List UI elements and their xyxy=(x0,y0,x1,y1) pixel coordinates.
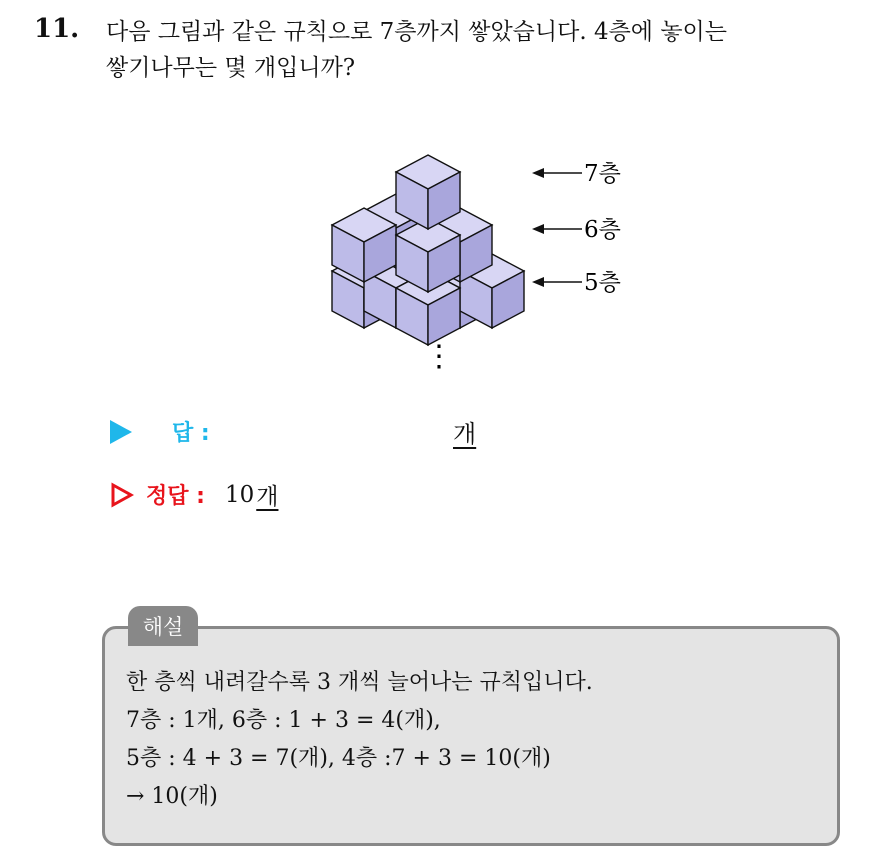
correct-answer-value: 10 xyxy=(224,481,255,508)
cube-stack-figure xyxy=(320,140,650,384)
explanation-text xyxy=(126,664,593,816)
cube-stack-drawing xyxy=(320,140,650,380)
explanation-line: 한 층씩 내려갈수록 3 개씩 늘어나는 규칙입니다. xyxy=(126,670,593,695)
correct-answer-unit: 개 xyxy=(256,484,279,510)
correct-answer-label: 정답 : xyxy=(146,484,205,509)
explanation-line: 5층 : 4 + 3 = 7(개), 4층 :7 + 3 = 10(개) xyxy=(126,746,551,771)
explanation-line: → 10(개) xyxy=(126,784,218,809)
play-triangle-icon xyxy=(110,420,132,444)
floor-label-6: 6층 xyxy=(584,217,621,243)
question-text-line-1: 다음 그림과 같은 규칙으로 7층까지 쌓았습니다. 4층에 놓이는 xyxy=(106,19,727,45)
explanation-tab: 해설 xyxy=(128,606,198,646)
outline-triangle-icon xyxy=(110,482,134,508)
explanation-line: 7층 : 1개, 6층 : 1 + 3 = 4(개), xyxy=(126,708,441,733)
continuation-ellipsis: ⋮ xyxy=(424,339,454,374)
question-text-line-2: 쌓기나무는 몇 개입니까? xyxy=(106,55,356,81)
answer-label: 답 : xyxy=(172,421,210,446)
question-number: 11. xyxy=(34,14,80,44)
question-text xyxy=(106,14,866,86)
answer-blank-unit[interactable]: 개 xyxy=(453,420,477,448)
floor-label-7: 7층 xyxy=(584,161,621,187)
floor-label-5: 5층 xyxy=(584,270,621,296)
correct-answer-row xyxy=(110,478,278,511)
answer-row xyxy=(110,416,210,447)
